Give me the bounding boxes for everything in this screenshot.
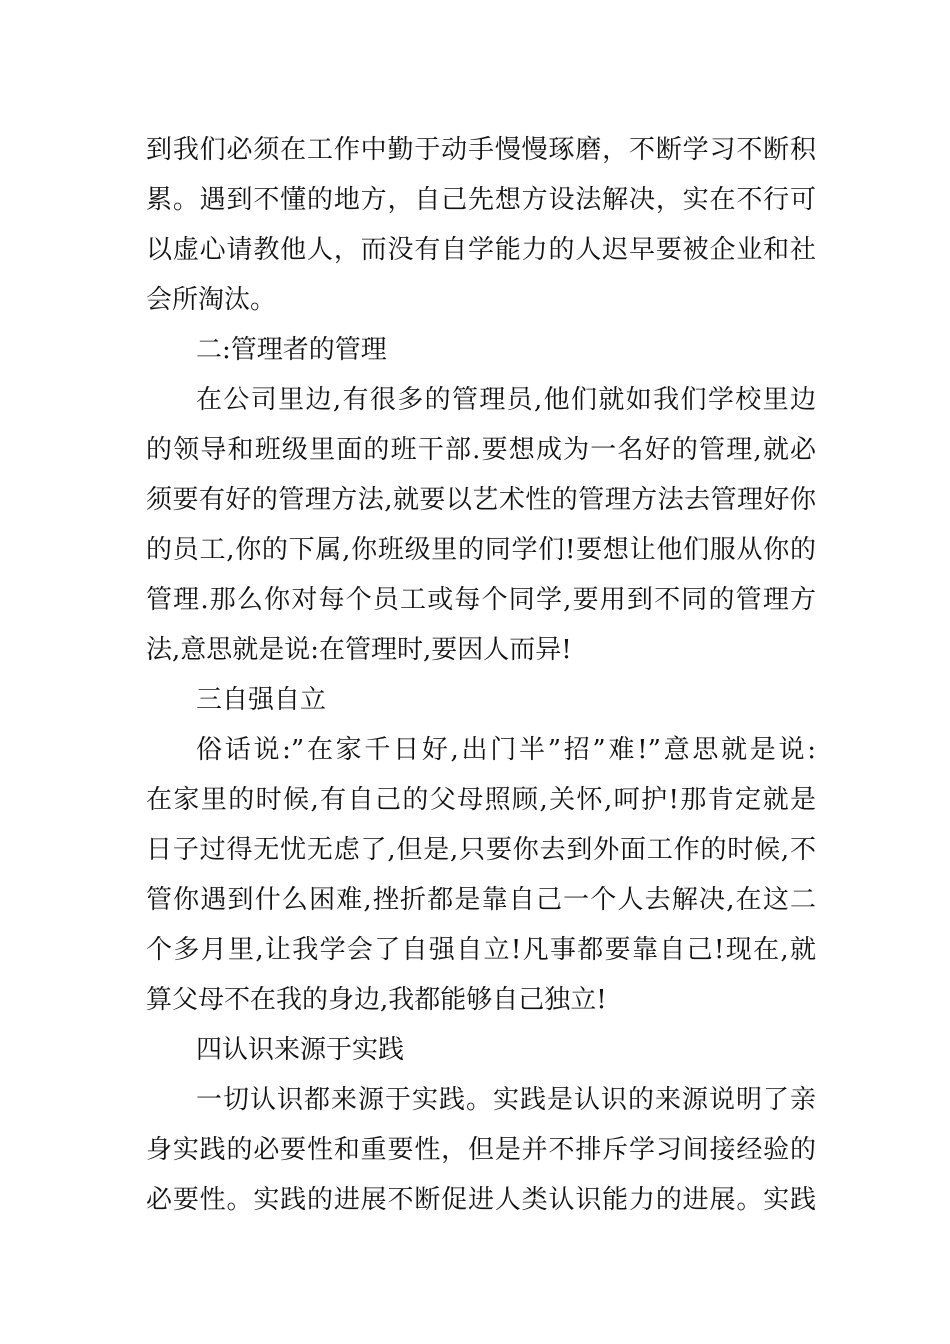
paragraph-line: 的员工,你的下属,你班级里的同学们!要想让他们服从你的 bbox=[146, 535, 816, 565]
paragraph-line: 须要有好的管理方法,就要以艺术性的管理方法去管理好你 bbox=[146, 485, 816, 515]
paragraph-line: 管理.那么你对每个员工或每个同学,要用到不同的管理方 bbox=[146, 585, 816, 615]
paragraph-line: 必要性。实践的进展不断促进人类认识能力的进展。实践 bbox=[146, 1185, 816, 1215]
paragraph-line: 以虚心请教他人，而没有自学能力的人迟早要被企业和社 bbox=[146, 235, 816, 265]
paragraph-line: 管你遇到什么困难,挫折都是靠自己一个人去解决,在这二 bbox=[146, 885, 816, 915]
paragraph-line: 身实践的必要性和重要性，但是并不排斥学习间接经验的 bbox=[146, 1135, 816, 1165]
paragraph-line: 累。遇到不懂的地方，自己先想方设法解决，实在不行可 bbox=[146, 185, 816, 215]
paragraph-line: 一切认识都来源于实践。实践是认识的来源说明了亲 bbox=[196, 1085, 816, 1115]
paragraph-line: 的领导和班级里面的班干部.要想成为一名好的管理,就必 bbox=[146, 435, 816, 465]
paragraph-line: 会所淘汰。 bbox=[146, 285, 277, 315]
paragraph-line: 到我们必须在工作中勤于动手慢慢琢磨，不断学习不断积 bbox=[146, 135, 816, 165]
paragraph-line: 在家里的时候,有自己的父母照顾,关怀,呵护!那肯定就是 bbox=[146, 785, 816, 815]
paragraph-line: 在公司里边,有很多的管理员,他们就如我们学校里边 bbox=[196, 385, 816, 415]
section-heading: 三自强自立 bbox=[196, 685, 327, 715]
paragraph-line: 俗话说:”在家千日好,出门半”招”难!”意思就是说: bbox=[196, 735, 816, 765]
section-heading: 四认识来源于实践 bbox=[196, 1035, 405, 1065]
paragraph-line: 算父母不在我的身边,我都能够自己独立! bbox=[146, 985, 607, 1015]
section-heading: 二:管理者的管理 bbox=[196, 335, 387, 365]
paragraph-line: 个多月里,让我学会了自强自立!凡事都要靠自己!现在,就 bbox=[146, 935, 816, 965]
paragraph-line: 法,意思就是说:在管理时,要因人而异! bbox=[146, 635, 572, 665]
paragraph-line: 日子过得无忧无虑了,但是,只要你去到外面工作的时候,不 bbox=[146, 835, 816, 865]
